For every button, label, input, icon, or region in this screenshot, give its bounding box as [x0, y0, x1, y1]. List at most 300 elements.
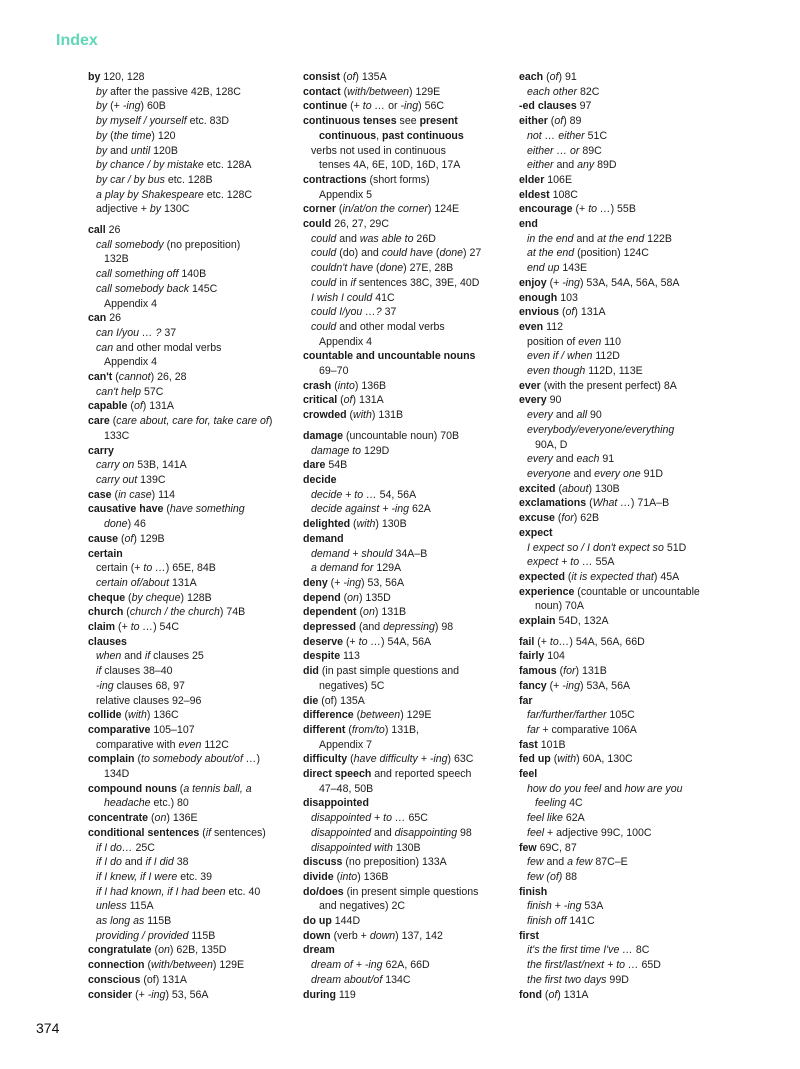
- entry-text: ) 91: [558, 71, 577, 83]
- entry-text: (+: [132, 988, 148, 1001]
- index-subentry: [303, 488, 518, 503]
- index-subentry: [88, 144, 303, 159]
- index-subentry: [88, 429, 303, 444]
- index-subentry: [88, 385, 303, 400]
- index-subentry: [88, 188, 303, 203]
- entry-text: ) 135D: [358, 591, 391, 604]
- index-entry: [88, 370, 303, 385]
- index-entry: [303, 694, 518, 709]
- entry-text: ): [256, 753, 260, 766]
- entry-text: all: [576, 409, 588, 422]
- entry-text: + comparative 106A: [539, 723, 637, 736]
- entry-text: fail: [519, 635, 535, 648]
- entry-text: despite: [303, 650, 341, 663]
- entry-text: ) 60A, 130C: [576, 753, 633, 766]
- entry-text: ,: [376, 129, 382, 142]
- entry-text: claim: [88, 621, 116, 634]
- entry-text: few: [519, 841, 537, 854]
- entry-text: feel: [527, 826, 545, 839]
- entry-text: and: [570, 467, 595, 480]
- entry-text: elder: [519, 173, 545, 186]
- index-subentry: [519, 129, 734, 144]
- entry-text: fed up: [519, 753, 551, 766]
- entry-text: 139C: [137, 473, 166, 486]
- entry-text: either … or: [527, 144, 580, 157]
- index-subentry: [519, 599, 734, 614]
- entry-text: 144D: [331, 915, 361, 928]
- entry-text: on: [363, 606, 375, 619]
- entry-text: see: [396, 115, 420, 128]
- entry-text: 53A: [581, 900, 604, 913]
- entry-text: (: [109, 415, 117, 428]
- entry-text: (of) 131A: [140, 973, 187, 986]
- index-entry: [303, 914, 518, 929]
- entry-text: (: [347, 753, 354, 766]
- index-entry: [303, 723, 518, 738]
- entry-text: ) 129E: [212, 959, 245, 972]
- entry-text: etc. 83D: [186, 115, 230, 128]
- entry-text: 51C: [584, 129, 608, 142]
- index-subentry: [303, 129, 518, 144]
- index-entry: [519, 929, 734, 944]
- entry-text: even if / when: [527, 350, 593, 363]
- entry-text: (: [340, 71, 347, 83]
- index-subentry: [88, 355, 303, 370]
- entry-text: position of: [527, 335, 579, 348]
- entry-text: (: [144, 959, 151, 972]
- entry-text: disappointed: [303, 797, 369, 810]
- entry-text: clauses 68, 97: [113, 679, 185, 692]
- index-subentry: [519, 541, 734, 556]
- entry-text: 34A–B: [392, 547, 428, 560]
- index-entry: [88, 223, 303, 238]
- entry-text: by: [149, 203, 162, 216]
- index-subentry: [88, 885, 303, 900]
- entry-text: ) 131B: [371, 409, 404, 422]
- entry-text: with: [353, 409, 372, 422]
- entry-text: the first/last/next + to …: [527, 959, 639, 972]
- entry-text: delighted: [303, 518, 351, 531]
- entry-text: 130B: [392, 841, 421, 854]
- index-subentry: [88, 202, 303, 217]
- index-subentry: [519, 914, 734, 929]
- entry-text: 4C: [566, 797, 583, 810]
- entry-text: 106E: [544, 173, 573, 186]
- index-subentry: [88, 252, 303, 267]
- index-entry: [88, 488, 303, 503]
- page-title: Index: [56, 32, 98, 49]
- index-entry: [519, 738, 734, 753]
- entry-text: fast: [519, 738, 538, 751]
- entry-text: certain: [88, 547, 123, 560]
- entry-text: cause: [88, 532, 119, 545]
- index-subentry: [519, 943, 734, 958]
- entry-text: and: [121, 650, 145, 663]
- index-entry: [303, 943, 518, 958]
- entry-text: a play by Shakespeare: [96, 188, 204, 201]
- index-entry: [519, 114, 734, 129]
- entry-text: 8C: [632, 944, 650, 957]
- entry-text: Appendix 5: [319, 188, 373, 201]
- index-subentry: [519, 855, 734, 870]
- index-subentry: [303, 679, 518, 694]
- entry-text: on: [154, 812, 167, 825]
- entry-text: to …: [143, 562, 166, 575]
- entry-text: (: [337, 394, 344, 407]
- index-subentry: [303, 232, 518, 247]
- entry-text: either: [527, 159, 554, 172]
- entry-text: -ing: [400, 100, 419, 113]
- entry-text: 115B: [188, 929, 216, 942]
- index-entry: [88, 958, 303, 973]
- entry-text: certain of/about: [96, 576, 170, 589]
- index-entry: [303, 929, 518, 944]
- entry-text: 145C: [189, 282, 218, 295]
- entry-text: negatives) 5C: [319, 679, 385, 692]
- index-entry: [88, 311, 303, 326]
- index-subentry: [303, 782, 518, 797]
- entry-text: 112D, 113E: [585, 365, 643, 378]
- entry-text: 26: [106, 312, 121, 325]
- entry-text: continuous: [319, 129, 377, 142]
- entry-text: discuss: [303, 856, 343, 869]
- index-entry: [303, 796, 518, 811]
- entry-text: any: [577, 159, 595, 172]
- index-entry: [519, 526, 734, 541]
- entry-text: 134C: [382, 973, 411, 986]
- entry-text: each: [519, 71, 544, 83]
- entry-text: ) 54C: [153, 621, 179, 634]
- index-subentry: [303, 291, 518, 306]
- entry-text: to …: [358, 635, 382, 648]
- entry-text: call somebody back: [96, 282, 190, 295]
- index-entry: [303, 408, 518, 423]
- index-entry: [88, 826, 303, 841]
- entry-text: (+: [327, 576, 344, 589]
- index-entry: [519, 173, 734, 188]
- entry-text: every one: [594, 467, 641, 480]
- entry-text: clauses: [88, 635, 127, 648]
- index-entry: [88, 988, 303, 1003]
- entry-text: past continuous: [381, 129, 464, 142]
- entry-text: even though: [527, 365, 586, 378]
- index-entry: [519, 649, 734, 664]
- index-entry: [88, 973, 303, 988]
- entry-text: (: [331, 379, 338, 392]
- entry-text: I wish I could: [311, 291, 373, 304]
- entry-text: complain: [88, 753, 135, 766]
- entry-text: done: [439, 247, 464, 260]
- entry-text: 90A, D: [535, 438, 568, 451]
- entry-text: down: [303, 929, 331, 942]
- index-entry: [303, 708, 518, 723]
- entry-text: between: [360, 709, 401, 722]
- entry-text: (uncountable noun) 70B: [343, 429, 460, 442]
- entry-text: collide: [88, 709, 122, 722]
- index-subentry: [88, 158, 303, 173]
- index-entry: [519, 496, 734, 511]
- entry-text: and: [371, 826, 395, 839]
- entry-text: (position) 124C: [574, 247, 649, 260]
- index-entry: [88, 605, 303, 620]
- entry-text: (: [559, 306, 566, 319]
- entry-text: ) 130B: [375, 518, 407, 531]
- index-subentry: [519, 708, 734, 723]
- entry-text: 140B: [178, 268, 207, 281]
- entry-text: Appendix 4: [104, 356, 158, 369]
- entry-text: fancy: [519, 679, 547, 692]
- entry-text: Appendix 4: [319, 335, 373, 348]
- entry-text: during: [303, 988, 336, 1001]
- index-subentry: [519, 467, 734, 482]
- entry-text: 112C: [201, 738, 229, 751]
- entry-text: to somebody about/of …: [141, 753, 257, 766]
- index-subentry: [519, 973, 734, 988]
- entry-text: 65D: [638, 959, 661, 972]
- entry-text: disappointed with: [311, 841, 393, 854]
- entry-text: 26, 27, 29C: [331, 218, 389, 231]
- entry-text: couldn't have: [311, 262, 374, 275]
- entry-text: can: [96, 341, 114, 354]
- entry-text: (+: [115, 621, 131, 634]
- entry-text: and: [552, 453, 577, 466]
- entry-text: if: [350, 276, 356, 289]
- entry-text: at the end: [597, 232, 645, 245]
- index-subentry: [88, 679, 303, 694]
- entry-text: 65C: [405, 812, 428, 825]
- entry-text: and: [121, 856, 146, 869]
- index-subentry: [303, 261, 518, 276]
- entry-text: ) 131A: [352, 394, 384, 407]
- entry-text: dream: [303, 944, 335, 957]
- entry-text: of: [565, 306, 575, 319]
- index-subentry: [88, 238, 303, 253]
- index-subentry: [88, 914, 303, 929]
- entry-text: 62A: [409, 503, 431, 516]
- index-subentry: [303, 958, 518, 973]
- index-entry: [303, 379, 518, 394]
- entry-text: and other modal verbs: [336, 320, 445, 333]
- entry-text: 108C: [549, 188, 578, 201]
- entry-text: feeling: [535, 797, 567, 810]
- entry-text: damage to: [311, 444, 362, 457]
- entry-text: 89C: [579, 144, 602, 157]
- entry-text: (: [151, 944, 159, 957]
- entry-text: 98: [457, 826, 472, 839]
- entry-text: clauses 25: [150, 650, 204, 663]
- entry-text: far: [527, 723, 540, 736]
- entry-text: ) 62B, 135D: [169, 944, 227, 957]
- entry-text: sentences): [211, 826, 266, 839]
- entry-text: done: [379, 262, 404, 275]
- entry-text: decide against + -ing: [311, 503, 410, 516]
- index-entry: [88, 708, 303, 723]
- index-entry: [303, 635, 518, 650]
- index-entry: [519, 320, 734, 335]
- entry-text: ) 74B: [219, 606, 246, 619]
- index-subentry: [519, 958, 734, 973]
- entry-text: ) 131B: [374, 606, 407, 619]
- entry-text: by: [88, 71, 101, 83]
- entry-text: a demand for: [311, 562, 374, 575]
- entry-text: (+: [343, 635, 359, 648]
- entry-text: (: [373, 262, 380, 275]
- entry-text: expected: [519, 570, 565, 583]
- entry-text: etc. 128C: [203, 188, 253, 201]
- entry-text: 62A, 66D: [382, 959, 430, 972]
- entry-text: finish off: [527, 915, 567, 928]
- index-subentry: [519, 335, 734, 350]
- entry-text: call somebody: [96, 238, 164, 251]
- entry-text: 62A: [562, 812, 585, 825]
- entry-text: with/between: [151, 959, 213, 972]
- index-subentry: [303, 320, 518, 335]
- entry-text: (verb +: [330, 929, 370, 942]
- entry-text: ): [268, 415, 273, 428]
- index-subentry: [303, 246, 518, 261]
- entry-text: if I do…: [96, 841, 133, 854]
- entry-text: of: [124, 532, 134, 545]
- entry-text: or: [385, 100, 401, 113]
- entry-text: difficulty: [303, 753, 348, 766]
- index-entry: [88, 782, 303, 797]
- entry-text: 54B: [325, 459, 348, 472]
- index-entry: [519, 276, 734, 291]
- entry-text: (: [350, 518, 357, 531]
- index-entry: [303, 99, 518, 114]
- index-entry: [519, 379, 734, 394]
- entry-text: (and: [356, 621, 384, 634]
- index-entry: [519, 679, 734, 694]
- index-entry: [303, 620, 518, 635]
- entry-text: for: [563, 665, 576, 678]
- entry-text: 87C–E: [592, 856, 628, 869]
- entry-text: ) 98: [434, 621, 454, 634]
- entry-text: ) 60B: [140, 100, 166, 113]
- index-subentry: [303, 144, 518, 159]
- entry-text: ) 56C: [418, 100, 445, 113]
- entry-text: ) 27: [463, 247, 482, 260]
- entry-text: connection: [88, 959, 145, 972]
- index-entry: [303, 85, 518, 100]
- index-subentry: [519, 826, 734, 841]
- entry-text: divide: [303, 870, 334, 883]
- entry-text: -ing: [343, 576, 362, 589]
- index-subentry: [88, 267, 303, 282]
- entry-text: certain: [96, 562, 128, 575]
- entry-text: every: [527, 409, 553, 422]
- entry-text: contact: [303, 85, 341, 98]
- entry-text: and: [601, 782, 625, 795]
- entry-text: 26D: [413, 232, 436, 245]
- entry-text: (: [547, 115, 555, 128]
- entry-text: after the passive 42B, 128C: [107, 85, 241, 98]
- entry-text: etc. 40: [225, 885, 261, 898]
- entry-text: 110: [601, 335, 622, 348]
- entry-text: ) 53, 56A: [361, 576, 405, 589]
- entry-text: direct speech: [303, 768, 372, 781]
- entry-text: excited: [519, 482, 556, 495]
- entry-text: ) 136E: [166, 812, 198, 825]
- entry-text: headache: [104, 797, 151, 810]
- entry-text: ) 26, 28: [150, 371, 187, 384]
- entry-text: 113: [340, 650, 360, 663]
- entry-text: (: [134, 753, 141, 766]
- entry-text: etc. 128B: [164, 173, 213, 186]
- index-entry: [303, 649, 518, 664]
- entry-text: ) 27E, 28B: [403, 262, 454, 275]
- index-subentry: [519, 438, 734, 453]
- entry-text: depend: [303, 591, 341, 604]
- index-subentry: [88, 870, 303, 885]
- entry-text: by: [96, 144, 108, 157]
- entry-text: with: [128, 709, 147, 722]
- entry-text: + adjective 99C, 100C: [544, 826, 652, 839]
- index-subentry: [88, 99, 303, 114]
- entry-text: (: [125, 591, 132, 604]
- entry-text: did: [303, 665, 319, 678]
- entry-text: (+: [572, 203, 589, 216]
- entry-text: expect: [519, 526, 553, 539]
- index-subentry: [88, 517, 303, 532]
- entry-text: of: [343, 394, 353, 407]
- entry-text: contractions: [303, 173, 367, 186]
- entry-text: (countable or uncountable: [574, 585, 700, 598]
- entry-text: as long as: [96, 915, 145, 928]
- entry-text: cheque: [88, 591, 126, 604]
- index-subentry: [519, 85, 734, 100]
- entry-text: 26: [105, 224, 121, 237]
- entry-text: call something off: [96, 268, 179, 281]
- entry-text: was able to: [359, 232, 414, 245]
- entry-text: everybody/everyone/everything: [527, 423, 675, 436]
- entry-text: can't: [88, 371, 113, 384]
- entry-text: ) 137, 142: [395, 929, 443, 942]
- index-entry: [88, 532, 303, 547]
- entry-text: disappointed + to …: [311, 812, 406, 825]
- entry-text: by: [96, 100, 108, 113]
- entry-text: do up: [303, 915, 332, 928]
- entry-text: 131A: [169, 576, 197, 589]
- index-subentry: [88, 899, 303, 914]
- index-entry: [519, 635, 734, 650]
- index-entry: [303, 767, 518, 782]
- entry-text: and: [552, 409, 577, 422]
- entry-text: end: [519, 218, 538, 231]
- entry-text: comparative: [88, 723, 151, 736]
- entry-text: ) 114: [151, 488, 176, 501]
- index-subentry: [303, 444, 518, 459]
- entry-text: enough: [519, 291, 558, 304]
- entry-text: congratulate: [88, 944, 152, 957]
- entry-text: experience: [519, 585, 575, 598]
- index-subentry: [303, 547, 518, 562]
- index-subentry: [88, 649, 303, 664]
- index-subentry: [88, 561, 303, 576]
- entry-text: deserve: [303, 635, 344, 648]
- entry-text: ) 131B: [575, 665, 607, 678]
- index-subentry: [519, 408, 734, 423]
- entry-text: church / the church: [129, 606, 220, 619]
- index-entry: [303, 870, 518, 885]
- index-subentry: [88, 173, 303, 188]
- entry-text: (no preposition): [163, 238, 241, 251]
- entry-text: of: [346, 71, 356, 83]
- entry-text: to …: [130, 621, 154, 634]
- entry-text: even: [519, 320, 544, 333]
- entry-text: ) 71A–B: [630, 497, 670, 510]
- entry-text: 141C: [566, 915, 595, 928]
